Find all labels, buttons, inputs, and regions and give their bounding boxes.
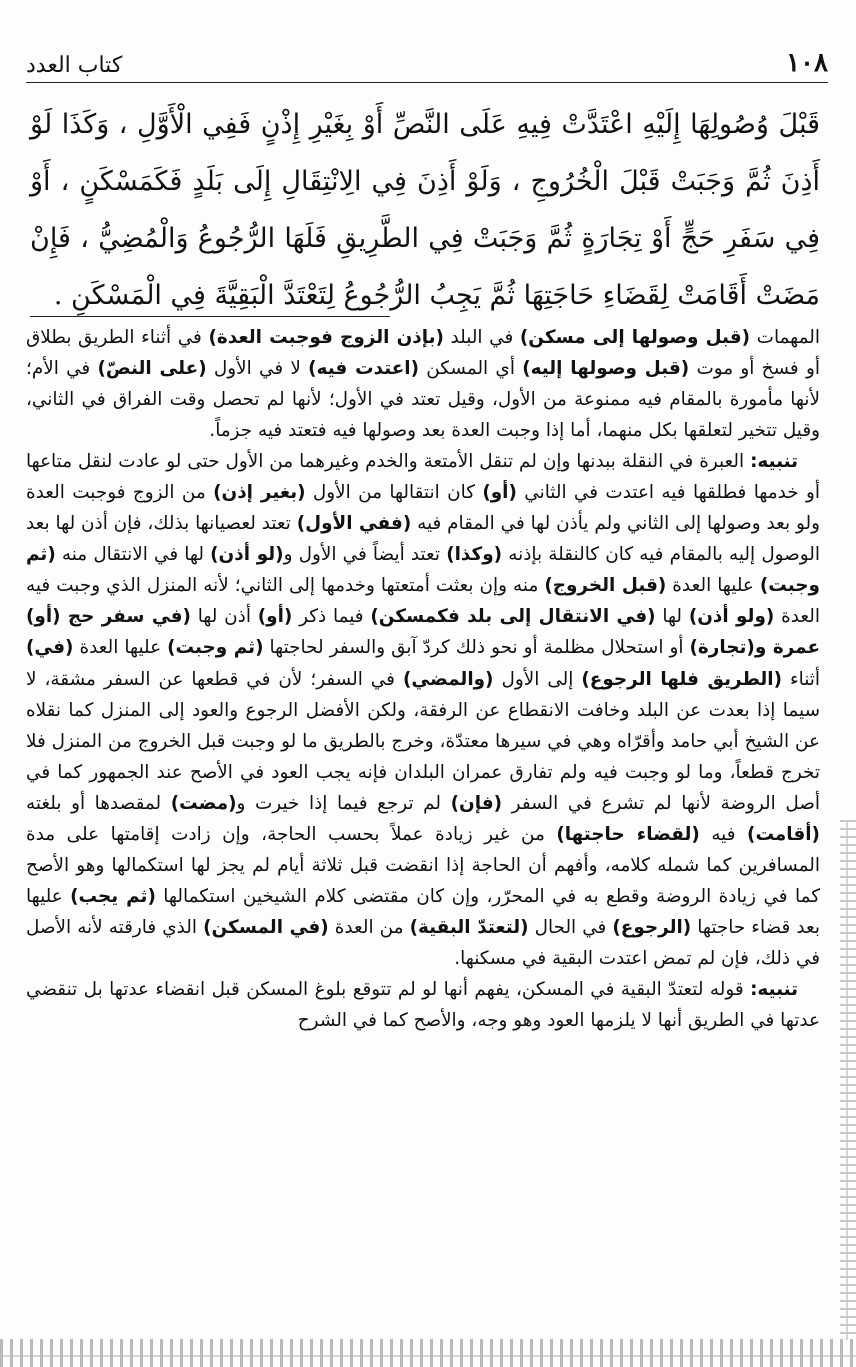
bold-quote: (أقامت) [747,823,820,845]
bold-quote: (في) [26,637,74,659]
bold-quote: (قبل وصولها إليه) [522,358,690,380]
bold-quote: (وكذا) [446,544,503,566]
bold-quote: (لو أذن) [210,544,284,566]
bold-quote: تنبيه: [750,978,798,1000]
bold-quote: (بغير إذن) [213,482,306,504]
footnote-divider [30,316,390,317]
bold-quote: (قبل الخروج) [544,575,667,597]
commentary [26,322,820,1317]
main-text: قَبْلَ وُصُولِهَا إِلَيْهِ اعْتَدَّتْ فِيهِ عَلَى النَّصِّ أَوْ بِغَيْرِ إِذْنٍ فَفِي الْأَوَّلِ ، وَكَذَا لَوْ أَذِنَ ثُمَّ وَجَبَتْ قَبْلَ الْخُرُوجِ ، وَلَوْ أَذِنَ فِي الِانْتِقَالِ إِلَى بَلَدٍ فَكَمَسْكَنٍ ، أَوْ فِي سَفَرِ حَجٍّ أَوْ تِجَارَةٍ ثُمَّ وَجَبَتْ فِي الطَّرِيقِ فَلَهَا الرُّجُوعُ وَالْمُضِيُّ ، فَإِنْ مَضَتْ أَقَامَتْ لِقَضَاءِ حَاجَتِهَا ثُمَّ يَجِبُ الرُّجُوعُ لِتَعْتَدَّ الْبَقِيَّةَ فِي الْمَسْكَنِ . [30,109,820,311]
bold-quote: (على النصّ) [97,358,207,380]
bold-quote: (في الانتقال إلى بلد فكمسكن) [370,606,656,628]
bold-quote: (فإن) [450,792,503,814]
bold-quote: (والمضي) [402,668,494,690]
bold-quote: (لقضاء حاجتها) [556,823,700,845]
bold-quote: (أو) [482,482,517,504]
bold-quote: (ففي الأول) [296,513,412,535]
bold-quote: (في سفر حج (أو) عمرة و(تجارة) [26,606,821,659]
bold-quote: (ثم وجبت) [26,544,820,597]
bold-quote: تنبيه: [750,451,798,473]
page-number: ١٠٨ [786,48,828,78]
note-paragraph: تنبيه: قوله لتعتدّ البقية في المسكن، يفهم أنها لو لم تتوقع بلوغ المسكن قبل انقضاء عدتها بل تنقضي عدتها في الطريق أنها لا يلزمها العود وهو وجه، والأصح كما في الشرح [26,978,820,1032]
bold-quote: (ولو أذن) [688,606,775,628]
page-header [26,38,828,83]
bold-quote: (قبل وصولها إلى مسكن) [519,327,751,348]
bold-quote: (لتعتدّ البقية) [409,916,529,938]
bold-quote: (مضت) [170,792,237,814]
decorative-border-right [840,820,856,1340]
decorative-border-bottom [0,1339,856,1367]
bold-quote: (بإذن الزوج فوجبت العدة) [208,327,444,348]
running-title: كتاب العدد [26,53,123,78]
bold-quote: (الرجوع) [612,916,692,938]
bold-quote: (الطريق فلها الرجوع) [581,668,782,690]
commentary-paragraph: المهمات (قبل وصولها إلى مسكن) في البلد (بإذن الزوج فوجبت العدة) في أثناء الطريق بطلاق أو فسخ أو موت (قبل وصولها إليه) أي المسكن (اعتدت فيه) لا في الأول (على النصّ) في الأم؛ لأنها مأمورة بالمقام فيه ممنوعة من الأول، وقيل تعتد في الأول؛ لأنها لم تحصل وقت الفراق في الثاني، وقيل تتخير لتعلقها بكل منهما، أما إذا وجبت العدة بعد وصولها فيه فتعتد فيه جزماً. [26,327,820,442]
bold-quote: (في المسكن) [203,916,329,938]
bold-quote: (أو) [257,606,293,628]
bold-quote: (ثم وجبت) [167,637,264,659]
note-paragraph: تنبيه: العبرة في النقلة ببدنها وإن لم تنقل الأمتعة والخدم وغيرهما من الأول حتى لو عادت لنقل متاعها أو خدمها فطلقها فيه اعتدت في الثاني (أو) كان انتقالها من الأول (بغير إذن) من الزوج فوجبت العدة ولو بعد وصولها إلى الثاني ولم يأذن لها في المقام فيه (ففي الأول) تعتد لعصيانها بذلك، فإن أذن لها بعد الوصول إليه بالمقام فيه كان كالنقلة بإذنه (وكذا) تعتد أيضاً في الأول و(لو أذن) لها في الانتقال منه (ثم وجبت) عليها العدة (قبل الخروج) منه وإن بعثت أمتعتها وخدمها إلى الثاني؛ لأنه المنزل الذي وجبت فيه العدة (ولو أذن) لها (في الانتقال إلى بلد فكمسكن) فيما ذكر (أو) أذن لها (في سفر حج (أو) عمرة و(تجارة) أو استحلال مظلمة أو نحو ذلك كردّ آبق والسفر لحاجتها (ثم وجبت) عليها العدة (في) أثناء (الطريق فلها الرجوع) إلى الأول (والمضي) في السفر؛ لأن في قطعها عن السفر مشقة، لا سيما إذا بعدت عن البلد وخافت الانقطاع عن الرفقة، ولكن الأفضل الرجوع والعود إلى المنزل كما نقلاه عن الشيخ أبي حامد وأقرّاه وهي في سيرها معتدّة، وخرج بالطريق ما لو وجبت قبل الخروج من المنزل فلا تخرج قطعاً، وما لو وجبت فيه ولم تفارق عمران البلدان فإنه يجب العود في الأصح عند الجمهور كما في أصل الروضة لأنها لم تشرع في السفر (فإن) لم ترجع فيما إذا خيرت و(مضت) لمقصدها أو بلغته (أقامت) فيه (لقضاء حاجتها) من غير زيادة عملاً بحسب الحاجة، وإن زادت إقامتها على مدة المسافرين كما شمله كلامه، وأفهم أن الحاجة إذا انقضت قبل ثلاثة أيام لم يجز لها استكمالها وهو الأصح كما في زيادة الروضة وقطع به في المحرّر، وإن كان مقتضى كلام الشيخين استكمالها (ثم يجب) عليها بعد قضاء حاجتها (الرجوع) في الحال (لتعتدّ البقية) من العدة (في المسكن) الذي فارقته لأنه الأصل في ذلك، فإن لم تمض اعتدت البقية في مسكنها. [26,451,821,969]
bold-quote: (اعتدت فيه) [308,358,419,380]
bold-quote: (ثم يجب) [70,885,156,907]
